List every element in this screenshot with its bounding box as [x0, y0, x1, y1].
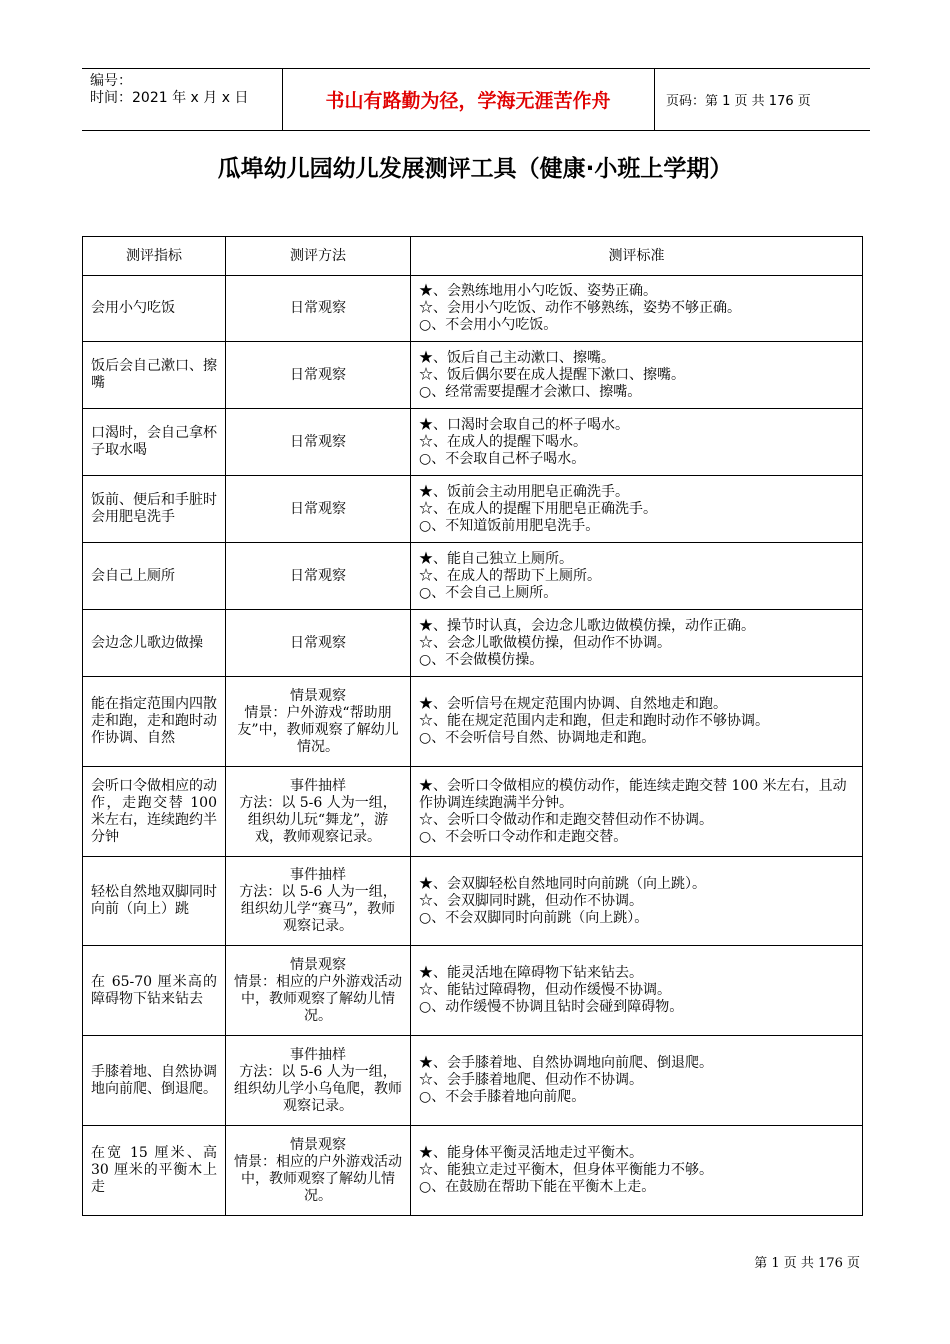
standard-line: ☆、能独立走过平衡木，但身体平衡能力不够。	[419, 1162, 713, 1178]
method-detail: 方法：以 5-6 人为一组，组织幼儿学小乌龟爬，教师观察记录。	[234, 1063, 402, 1114]
header-standard: 测评标准	[411, 237, 863, 276]
header-method: 测评方法	[226, 237, 411, 276]
method-type: 情景观察	[290, 1136, 346, 1153]
standard-line: ○、不会听信号自然、协调地走和跑。	[419, 730, 656, 746]
standard-line: ☆、会双脚同时跳，但动作不协调。	[419, 892, 643, 909]
standard-line: ○、不会双脚同时向前跳（向上跳）。	[419, 909, 649, 926]
standard-cell	[411, 1126, 863, 1216]
method-type: 事件抽样	[290, 867, 346, 883]
standard-line: ★、能身体平衡灵活地走过平衡木。	[419, 1145, 643, 1161]
method-type: 事件抽样	[290, 1046, 346, 1063]
standard-line: ○、动作缓慢不协调且钻时会碰到障碍物。	[419, 999, 684, 1015]
table-row	[83, 543, 863, 610]
header-indicator: 测评指标	[83, 237, 226, 276]
standard-line: ☆、能钻过障碍物，但动作缓慢不协调。	[419, 982, 671, 998]
method-detail: 情景：相应的户外游戏活动中，教师观察了解幼儿情况。	[234, 1153, 402, 1204]
method-cell	[226, 857, 411, 946]
standard-cell	[411, 476, 863, 543]
standard-cell	[411, 276, 863, 342]
method-cell	[226, 276, 411, 342]
indicator-cell: 会边念儿歌边做操	[83, 610, 226, 677]
assessment-table	[82, 236, 863, 1216]
indicator-cell: 能在指定范围内四散走和跑，走和跑时动作协调、自然	[83, 677, 226, 767]
table-row	[83, 476, 863, 543]
standard-line: ☆、能在规定范围内走和跑，但走和跑时动作不够协调。	[419, 713, 769, 729]
table-body	[83, 276, 863, 1216]
standard-cell	[411, 342, 863, 409]
method-type: 情景观察	[290, 956, 346, 973]
standard-line: ★、会熟练地用小勺吃饭、姿势正确。	[419, 283, 657, 299]
standard-line: ★、能自己独立上厕所。	[419, 550, 573, 567]
method-type: 情景观察	[290, 687, 346, 704]
standard-line: ○、不会做模仿操。	[419, 651, 544, 668]
indicator-cell: 轻松自然地双脚同时向前（向上）跳	[83, 857, 226, 946]
standard-line: ☆、会用小勺吃饭、动作不够熟练，姿势不够正确。	[419, 300, 741, 316]
method-cell	[226, 476, 411, 543]
date-line: 时间：2021 年 x 月 x 日	[90, 90, 249, 106]
method-detail: 方法：以 5-6 人为一组，组织幼儿学“赛马”，教师观察记录。	[239, 884, 397, 934]
page-footer: 第 1 页 共 176 页	[754, 1256, 860, 1271]
standard-line: ★、会手膝着地、自然协调地向前爬、倒退爬。	[419, 1055, 713, 1071]
standard-cell	[411, 1036, 863, 1126]
standard-cell	[411, 409, 863, 476]
method-cell	[226, 1036, 411, 1126]
method-type: 日常观察	[290, 567, 346, 584]
standard-line: ○、在鼓励在帮助下能在平衡木上走。	[419, 1179, 656, 1195]
standard-cell	[411, 677, 863, 767]
method-cell	[226, 1126, 411, 1216]
standard-line: ○、不会取自己杯子喝水。	[419, 450, 586, 467]
method-detail: 情景：相应的户外游戏活动中，教师观察了解幼儿情况。	[234, 973, 402, 1024]
standard-line: ★、会听口令做相应的模仿动作，能连续走跑交替 100 米左右，且动作协调连续跑满半分钟。	[419, 777, 847, 811]
standard-cell	[411, 610, 863, 677]
table-row	[83, 946, 863, 1036]
indicator-cell: 饭前、便后和手脏时会用肥皂洗手	[83, 476, 226, 543]
method-cell	[226, 677, 411, 767]
indicator-cell: 会自己上厕所	[83, 543, 226, 610]
standard-line: ★、饭后自己主动漱口、擦嘴。	[419, 349, 615, 366]
indicator-cell: 在 65-70 厘米高的障碍物下钻来钻去	[83, 946, 226, 1036]
table-row	[83, 857, 863, 946]
standard-cell	[411, 857, 863, 946]
header-motto: 书山有路勤为径，学海无涯苦作舟	[325, 90, 611, 112]
standard-line: ☆、会手膝着地爬、但动作不协调。	[419, 1072, 643, 1088]
method-type: 日常观察	[290, 366, 346, 383]
standard-line: ★、口渴时会取自己的杯子喝水。	[419, 416, 629, 433]
method-type: 日常观察	[290, 300, 346, 316]
standard-line: ○、不知道饭前用肥皂洗手。	[419, 517, 600, 534]
method-cell	[226, 543, 411, 610]
method-cell	[226, 610, 411, 677]
method-type: 事件抽样	[290, 777, 346, 794]
standard-line: ★、会听信号在规定范围内协调、自然地走和跑。	[419, 696, 727, 712]
table-row	[83, 1126, 863, 1216]
indicator-cell: 在宽 15 厘米、高 30 厘米的平衡木上走	[83, 1126, 226, 1216]
method-cell	[226, 946, 411, 1036]
number-label: 编号：	[90, 73, 132, 89]
standard-line: ☆、在成人的提醒下用肥皂正确洗手。	[419, 500, 657, 517]
header-divider	[654, 69, 655, 130]
standard-line: ☆、会念儿歌做模仿操，但动作不协调。	[419, 634, 671, 651]
standard-line: ★、能灵活地在障碍物下钻来钻去。	[419, 965, 643, 981]
indicator-cell: 饭后会自己漱口、擦嘴	[83, 342, 226, 409]
standard-line: ○、不会听口令动作和走跑交替。	[419, 828, 628, 845]
method-type: 日常观察	[290, 634, 346, 651]
standard-line: ○、不会用小勺吃饭。	[419, 317, 558, 333]
page-header	[82, 68, 870, 131]
table-row	[83, 342, 863, 409]
standard-line: ☆、饭后偶尔要在成人提醒下漱口、擦嘴。	[419, 366, 685, 383]
table-row	[83, 1036, 863, 1126]
standard-cell	[411, 543, 863, 610]
method-detail: 情景：户外游戏“帮助朋友”中，教师观察了解幼儿情况。	[237, 704, 399, 755]
header-meta	[90, 73, 248, 107]
standard-cell	[411, 946, 863, 1036]
standard-line: ☆、在成人的提醒下喝水。	[419, 433, 587, 450]
method-cell	[226, 409, 411, 476]
standard-line: ☆、会听口令做动作和走跑交替但动作不协调。	[419, 811, 713, 828]
indicator-cell: 会用小勺吃饭	[83, 276, 226, 342]
indicator-cell: 会听口令做相应的动作，走跑交替 100 米左右，连续跑约半分钟	[83, 767, 226, 857]
header-page-info: 页码：第 1 页 共 176 页	[666, 94, 811, 109]
method-type: 日常观察	[290, 500, 346, 517]
table-row	[83, 610, 863, 677]
standard-line: ○、不会自己上厕所。	[419, 584, 558, 601]
method-type: 日常观察	[290, 433, 346, 450]
method-detail: 方法：以 5-6 人为一组，组织幼儿玩“舞龙”，游戏，教师观察记录。	[239, 794, 397, 845]
table-row	[83, 409, 863, 476]
indicator-cell: 手膝着地、自然协调地向前爬、倒退爬。	[83, 1036, 226, 1126]
standard-line: ☆、在成人的帮助下上厕所。	[419, 567, 601, 584]
document-title: 瓜埠幼儿园幼儿发展测评工具（健康·小班上学期）	[217, 156, 733, 182]
table-row	[83, 677, 863, 767]
table-header-row	[83, 237, 863, 276]
standard-line: ○、不会手膝着地向前爬。	[419, 1089, 586, 1105]
standard-line: ○、经常需要提醒才会漱口、擦嘴。	[419, 383, 642, 400]
standard-line: ★、操节时认真，会边念儿歌边做模仿操，动作正确。	[419, 617, 755, 634]
standard-line: ★、饭前会主动用肥皂正确洗手。	[419, 483, 629, 500]
method-cell	[226, 767, 411, 857]
method-cell	[226, 342, 411, 409]
standard-line: ★、会双脚轻松自然地同时向前跳（向上跳）。	[419, 875, 706, 892]
indicator-cell: 口渴时，会自己拿杯子取水喝	[83, 409, 226, 476]
standard-cell	[411, 767, 863, 857]
table-row	[83, 276, 863, 342]
table-row	[83, 767, 863, 857]
